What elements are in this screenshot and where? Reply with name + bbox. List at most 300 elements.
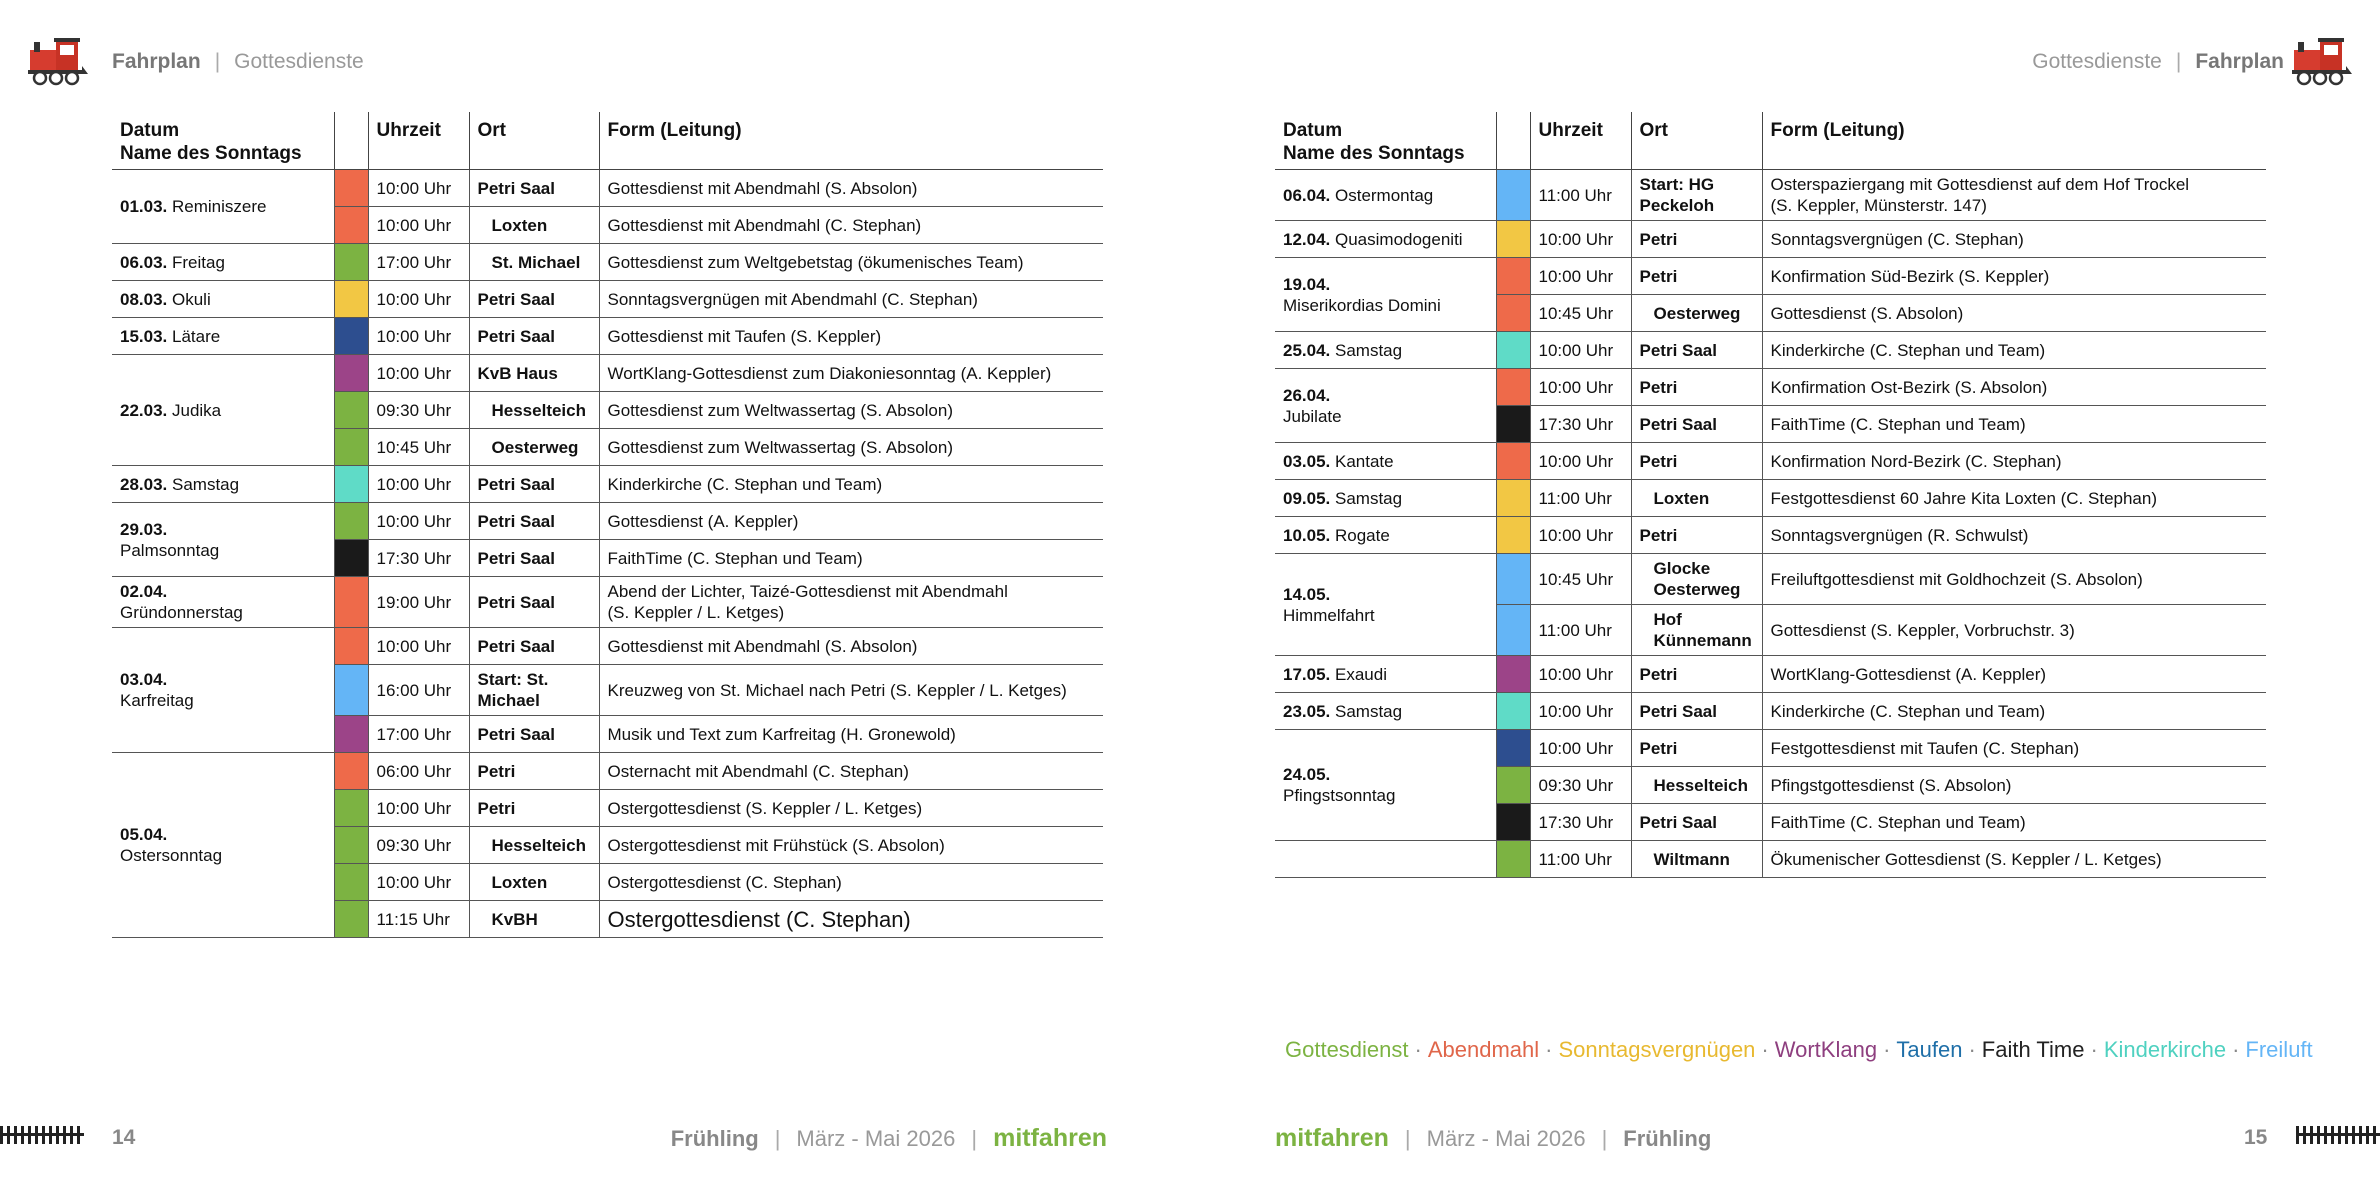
service-form	[599, 577, 1103, 628]
column-header-datum: Datum Name des Sonntags	[112, 112, 334, 170]
table-row	[112, 355, 1103, 392]
service-form	[1762, 693, 2266, 730]
color-legend	[1285, 1037, 2313, 1063]
category-swatch	[335, 244, 368, 280]
service-date: 14.05.	[1283, 584, 1331, 604]
sunday-name: Himmelfahrt	[1283, 605, 1375, 625]
category-swatch	[1497, 258, 1530, 294]
service-date: 03.04.	[120, 670, 168, 689]
category-swatch	[1497, 480, 1530, 516]
category-color-cell	[1496, 804, 1530, 841]
category-color-cell	[1496, 554, 1530, 605]
service-location	[469, 827, 599, 864]
sunday-name: Pfingstsonntag	[1283, 786, 1396, 805]
service-time: 11:15 Uhr	[368, 901, 469, 938]
table-row	[112, 466, 1103, 503]
date-cell	[1275, 656, 1496, 693]
date-cell	[112, 244, 334, 281]
service-time: 11:00 Uhr	[1530, 480, 1631, 517]
category-color-cell	[1496, 221, 1530, 258]
location-line: Petri	[1639, 451, 1678, 471]
form-line: Gottesdienst mit Abendmahl (C. Stephan)	[607, 215, 922, 235]
form-line: Sonntagsvergnügen (C. Stephan)	[1770, 229, 2024, 249]
form-line: Osternacht mit Abendmahl (C. Stephan)	[607, 761, 909, 781]
category-swatch	[1497, 804, 1530, 840]
form-line: Ostergottesdienst (S. Keppler / L. Ketges)	[607, 798, 923, 818]
sunday-name: Reminiszere	[172, 197, 267, 216]
location-line: Hesselteich	[491, 400, 586, 420]
form-line: WortKlang-Gottesdienst (A. Keppler)	[1770, 664, 2047, 684]
location-line: Petri Saal	[477, 289, 555, 309]
service-time: 09:30 Uhr	[368, 827, 469, 864]
date-cell	[1275, 332, 1496, 369]
service-location	[1631, 804, 1762, 841]
form-line: Freiluftgottesdienst mit Goldhochzeit (S. Absolon)	[1770, 569, 2143, 589]
location-line: Petri Saal	[477, 178, 555, 198]
legend-separator: ·	[1545, 1037, 1553, 1062]
category-swatch	[335, 716, 368, 752]
category-color-cell	[1496, 406, 1530, 443]
location-line: KvB Haus	[477, 363, 558, 383]
service-date: 17.05.	[1283, 664, 1331, 684]
service-location	[1631, 767, 1762, 804]
service-form	[599, 244, 1103, 281]
service-location	[1631, 656, 1762, 693]
date-cell	[1275, 554, 1496, 656]
legend-separator: ·	[1761, 1037, 1769, 1062]
form-line: Abend der Lichter, Taizé-Gottesdienst mit Abendmahl	[607, 582, 1008, 601]
footer-brand: mitfahren	[993, 1124, 1107, 1152]
date-cell	[1275, 480, 1496, 517]
category-swatch	[335, 628, 368, 664]
table-row	[1275, 480, 2266, 517]
location-line: Petri	[1639, 664, 1678, 684]
legend-separator: ·	[1414, 1037, 1422, 1062]
table-row	[1275, 656, 2266, 693]
footer-period: März - Mai 2026	[1426, 1126, 1586, 1151]
date-cell	[112, 281, 334, 318]
service-location	[469, 170, 599, 207]
category-swatch	[1497, 605, 1530, 655]
date-cell	[112, 753, 334, 938]
form-line: Konfirmation Süd-Bezirk (S. Keppler)	[1770, 266, 2050, 286]
category-swatch	[335, 827, 368, 863]
service-location	[1631, 693, 1762, 730]
service-time: 10:00 Uhr	[368, 864, 469, 901]
location-line: Petri Saal	[477, 592, 555, 612]
service-form	[599, 355, 1103, 392]
service-time: 17:30 Uhr	[1530, 804, 1631, 841]
sunday-name: Rogate	[1335, 525, 1390, 545]
service-location	[1631, 332, 1762, 369]
table-row	[112, 318, 1103, 355]
page-number: 15	[2244, 1126, 2268, 1149]
location-line: Petri Saal	[1639, 701, 1717, 721]
sunday-name: Palmsonntag	[120, 540, 220, 560]
date-cell	[112, 628, 334, 753]
service-time: 10:00 Uhr	[368, 207, 469, 244]
date-cell	[112, 577, 334, 628]
locomotive-icon	[26, 36, 90, 86]
service-time: 11:00 Uhr	[1530, 170, 1631, 221]
form-line: Gottesdienst zum Weltwassertag (S. Absolon)	[607, 437, 954, 457]
sunday-name: Freitag	[172, 252, 225, 272]
header-subsection: Gottesdienste	[2032, 50, 2162, 73]
footer-left: Frühling | März - Mai 2026 | mitfahren	[670, 1124, 1107, 1152]
table-row	[1275, 170, 2266, 221]
form-line: Gottesdienst zum Weltwassertag (S. Absolon)	[607, 400, 954, 420]
sunday-name: Samstag	[1335, 340, 1403, 360]
category-color-cell	[334, 665, 368, 716]
service-location	[469, 281, 599, 318]
service-date: 15.03.	[120, 326, 168, 346]
form-line: Kreuzweg von St. Michael nach Petri (S. Keppler / L. Ketges)	[607, 680, 1067, 700]
service-time: 10:00 Uhr	[368, 466, 469, 503]
sunday-name: Gründonnerstag	[120, 603, 243, 622]
table-row	[112, 503, 1103, 540]
service-location	[469, 901, 599, 938]
category-swatch	[1497, 730, 1530, 766]
category-color-cell	[334, 864, 368, 901]
category-color-cell	[334, 466, 368, 503]
service-time: 10:45 Uhr	[368, 429, 469, 466]
service-form	[1762, 767, 2266, 804]
service-location	[1631, 443, 1762, 480]
service-date: 29.03.	[120, 519, 168, 539]
service-date: 24.05.	[1283, 765, 1331, 784]
footer-brand: mitfahren	[1275, 1124, 1389, 1152]
page-header-right: Gottesdienste | Fahrplan	[2032, 50, 2284, 73]
category-color-cell	[1496, 443, 1530, 480]
service-location	[469, 577, 599, 628]
sunday-name: Samstag	[172, 474, 240, 494]
sunday-name: Karfreitag	[120, 691, 194, 710]
service-time: 10:00 Uhr	[1530, 332, 1631, 369]
location-line: St. Michael	[491, 252, 581, 272]
service-form	[1762, 841, 2266, 878]
service-date: 09.05.	[1283, 488, 1331, 508]
form-line: Kinderkirche (C. Stephan und Team)	[607, 474, 883, 494]
sunday-name: Ostersonntag	[120, 846, 223, 865]
service-time: 10:00 Uhr	[368, 790, 469, 827]
legend-item: Sonntagsvergnügen	[1558, 1037, 1756, 1062]
category-swatch	[335, 577, 368, 627]
form-line: FaithTime (C. Stephan und Team)	[1770, 414, 2026, 434]
category-color-cell	[334, 355, 368, 392]
date-cell	[1275, 730, 1496, 841]
column-header-color	[1496, 112, 1530, 170]
category-color-cell	[1496, 517, 1530, 554]
column-header-ort: Ort	[469, 112, 599, 170]
category-color-cell	[334, 827, 368, 864]
header-section: Fahrplan	[2195, 50, 2284, 73]
category-swatch	[1497, 693, 1530, 729]
service-form	[599, 665, 1103, 716]
table-header-row	[1275, 112, 2266, 170]
column-header-form: Form (Leitung)	[1762, 112, 2266, 170]
service-form	[1762, 605, 2266, 656]
column-header-uhrzeit: Uhrzeit	[368, 112, 469, 170]
service-time: 10:00 Uhr	[1530, 258, 1631, 295]
service-form	[599, 753, 1103, 790]
service-time: 10:00 Uhr	[1530, 517, 1631, 554]
page-number: 14	[112, 1126, 136, 1149]
service-date: 03.05.	[1283, 451, 1331, 471]
date-cell	[1275, 170, 1496, 221]
table-row	[112, 170, 1103, 207]
service-date: 06.04.	[1283, 185, 1331, 205]
service-form	[599, 540, 1103, 577]
legend-item: Kinderkirche	[2103, 1037, 2227, 1062]
service-form	[1762, 406, 2266, 443]
category-swatch	[335, 170, 368, 206]
service-form	[1762, 730, 2266, 767]
service-form	[1762, 258, 2266, 295]
category-color-cell	[1496, 730, 1530, 767]
service-form	[599, 207, 1103, 244]
service-date: 01.03.	[120, 197, 168, 216]
category-swatch	[335, 207, 368, 243]
service-form	[599, 429, 1103, 466]
form-line: Osterspaziergang mit Gottesdienst auf dem Hof Trockel	[1770, 175, 2190, 194]
service-form	[599, 503, 1103, 540]
schedule-table-left	[112, 112, 1103, 938]
service-date: 10.05.	[1283, 525, 1331, 545]
location-line: Loxten	[1653, 488, 1710, 508]
category-swatch	[1497, 767, 1530, 803]
table-row	[112, 281, 1103, 318]
table-row	[1275, 443, 2266, 480]
location-line: Petri	[1639, 525, 1678, 545]
category-color-cell	[1496, 170, 1530, 221]
legend-separator: ·	[2232, 1037, 2240, 1062]
category-color-cell	[334, 318, 368, 355]
service-location	[1631, 841, 1762, 878]
form-line: Festgottesdienst mit Taufen (C. Stephan)	[1770, 738, 2080, 758]
service-location	[1631, 170, 1762, 221]
location-line: Petri	[477, 798, 516, 818]
form-line: Festgottesdienst 60 Jahre Kita Loxten (C. Stephan)	[1770, 488, 2158, 508]
category-color-cell	[334, 716, 368, 753]
service-location	[1631, 730, 1762, 767]
service-location	[469, 244, 599, 281]
service-time: 10:45 Uhr	[1530, 554, 1631, 605]
form-line: Gottesdienst (S. Absolon)	[1770, 303, 1964, 323]
service-form	[1762, 554, 2266, 605]
service-date: 22.03.	[120, 400, 168, 420]
service-time: 10:00 Uhr	[368, 170, 469, 207]
category-color-cell	[334, 281, 368, 318]
form-line: Sonntagsvergnügen (R. Schwulst)	[1770, 525, 2029, 545]
service-location	[469, 355, 599, 392]
category-color-cell	[1496, 295, 1530, 332]
category-color-cell	[334, 392, 368, 429]
header-section: Fahrplan	[112, 50, 201, 73]
form-line: Konfirmation Nord-Bezirk (C. Stephan)	[1770, 451, 2062, 471]
category-swatch	[335, 790, 368, 826]
service-location	[1631, 406, 1762, 443]
service-time: 09:30 Uhr	[368, 392, 469, 429]
service-time: 06:00 Uhr	[368, 753, 469, 790]
location-line: Petri Saal	[477, 548, 555, 568]
date-cell	[112, 503, 334, 577]
service-date: 06.03.	[120, 252, 168, 272]
service-time: 10:45 Uhr	[1530, 295, 1631, 332]
category-color-cell	[334, 628, 368, 665]
category-swatch	[1497, 517, 1530, 553]
service-location	[469, 790, 599, 827]
category-swatch	[335, 665, 368, 715]
location-line: Oesterweg	[1653, 303, 1741, 323]
category-swatch	[335, 753, 368, 789]
service-location	[1631, 480, 1762, 517]
category-swatch	[1497, 221, 1530, 257]
date-cell	[1275, 693, 1496, 730]
service-location	[469, 864, 599, 901]
category-swatch	[335, 466, 368, 502]
service-time: 10:00 Uhr	[368, 503, 469, 540]
service-time: 17:00 Uhr	[368, 244, 469, 281]
service-location	[1631, 258, 1762, 295]
form-line: Gottesdienst mit Taufen (S. Keppler)	[607, 326, 882, 346]
location-line: Petri Saal	[477, 326, 555, 346]
column-header-form: Form (Leitung)	[599, 112, 1103, 170]
date-cell	[1275, 841, 1496, 878]
table-row	[112, 577, 1103, 628]
table-row	[112, 628, 1103, 665]
sunday-name: Judika	[172, 400, 222, 420]
service-date: 26.04.	[1283, 385, 1331, 405]
location-line: Oesterweg	[1653, 580, 1741, 599]
form-line: Ostergottesdienst mit Frühstück (S. Absolon)	[607, 835, 945, 855]
service-form	[599, 901, 1103, 938]
service-date: 28.03.	[120, 474, 168, 494]
form-line: Pfingstgottesdienst (S. Absolon)	[1770, 775, 2012, 795]
date-cell	[112, 318, 334, 355]
location-line: Glocke	[1653, 559, 1711, 578]
service-time: 10:00 Uhr	[1530, 730, 1631, 767]
category-color-cell	[334, 901, 368, 938]
date-cell	[1275, 443, 1496, 480]
form-line: Konfirmation Ost-Bezirk (S. Absolon)	[1770, 377, 2048, 397]
location-line: Hesselteich	[1653, 775, 1748, 795]
service-date: 25.04.	[1283, 340, 1331, 360]
category-swatch	[1497, 554, 1530, 604]
form-line: Musik und Text zum Karfreitag (H. Gronewold)	[607, 724, 956, 744]
service-time: 09:30 Uhr	[1530, 767, 1631, 804]
service-form	[1762, 517, 2266, 554]
legend-item: WortKlang	[1774, 1037, 1878, 1062]
sunday-name: Okuli	[172, 289, 211, 309]
service-form	[1762, 369, 2266, 406]
service-location	[469, 665, 599, 716]
service-time: 19:00 Uhr	[368, 577, 469, 628]
date-cell	[1275, 517, 1496, 554]
category-color-cell	[1496, 693, 1530, 730]
location-line: Hof	[1653, 610, 1682, 629]
service-date: 02.04.	[120, 582, 168, 601]
location-line: Start: HG	[1639, 175, 1715, 194]
location-line: Start: St.	[477, 670, 549, 689]
location-line: Petri	[1639, 266, 1678, 286]
service-form	[599, 790, 1103, 827]
service-form	[1762, 656, 2266, 693]
category-color-cell	[334, 429, 368, 466]
legend-item: Abendmahl	[1427, 1037, 1540, 1062]
location-line: Petri	[1639, 738, 1678, 758]
category-swatch	[1497, 406, 1530, 442]
service-form	[599, 170, 1103, 207]
sunday-name: Ostermontag	[1335, 185, 1434, 205]
table-row	[1275, 258, 2266, 295]
location-line: Loxten	[491, 872, 548, 892]
form-line: Ostergottesdienst (C. Stephan)	[607, 872, 842, 892]
legend-item: Faith Time	[1981, 1037, 2085, 1062]
category-swatch	[335, 503, 368, 539]
footer-season: Frühling	[1623, 1126, 1712, 1151]
location-line: Petri	[1639, 377, 1678, 397]
service-time: 10:00 Uhr	[1530, 443, 1631, 480]
service-time: 10:00 Uhr	[1530, 221, 1631, 258]
form-line: Gottesdienst mit Abendmahl (S. Absolon)	[607, 178, 918, 198]
form-line: WortKlang-Gottesdienst zum Diakoniesonntag (A. Keppler)	[607, 363, 1052, 383]
service-time: 16:00 Uhr	[368, 665, 469, 716]
table-row	[1275, 369, 2266, 406]
column-header-datum: Datum Name des Sonntags	[1275, 112, 1496, 170]
location-line: Petri Saal	[477, 636, 555, 656]
column-header-ort: Ort	[1631, 112, 1762, 170]
column-header-color	[334, 112, 368, 170]
rail-icon	[0, 1126, 84, 1144]
legend-item: Gottesdienst	[1285, 1037, 1409, 1062]
service-location	[469, 503, 599, 540]
rail-icon	[2296, 1126, 2380, 1144]
form-line: (S. Keppler, Münsterstr. 147)	[1770, 196, 1987, 215]
service-form	[1762, 443, 2266, 480]
service-time: 11:00 Uhr	[1530, 841, 1631, 878]
header-subsection: Gottesdienste	[234, 50, 364, 73]
category-swatch	[1497, 332, 1530, 368]
form-line: Gottesdienst (S. Keppler, Vorbruchstr. 3)	[1770, 620, 2075, 640]
service-date: 23.05.	[1283, 701, 1331, 721]
form-line: Kinderkirche (C. Stephan und Team)	[1770, 701, 2046, 721]
form-line: Gottesdienst (A. Keppler)	[607, 511, 799, 531]
sunday-name: Jubilate	[1283, 406, 1342, 426]
footer-right: mitfahren | März - Mai 2026 | Frühling	[1275, 1124, 1712, 1152]
legend-separator: ·	[1883, 1037, 1891, 1062]
category-swatch	[1497, 841, 1530, 877]
location-line: Künnemann	[1653, 631, 1752, 650]
sunday-name: Kantate	[1335, 451, 1394, 471]
service-date: 19.04.	[1283, 274, 1331, 294]
date-cell	[1275, 258, 1496, 332]
legend-item: Taufen	[1896, 1037, 1963, 1062]
service-form	[599, 281, 1103, 318]
legend-separator: ·	[2090, 1037, 2098, 1062]
category-swatch	[1497, 170, 1530, 220]
service-location	[469, 318, 599, 355]
form-line: Kinderkirche (C. Stephan und Team)	[1770, 340, 2046, 360]
category-swatch	[1497, 369, 1530, 405]
category-swatch	[335, 429, 368, 465]
category-color-cell	[1496, 480, 1530, 517]
table-row	[1275, 517, 2266, 554]
service-form	[1762, 295, 2266, 332]
legend-item: Freiluft	[2245, 1037, 2313, 1062]
category-color-cell	[334, 244, 368, 281]
sunday-name: Lätare	[172, 326, 221, 346]
service-time: 10:00 Uhr	[1530, 656, 1631, 693]
